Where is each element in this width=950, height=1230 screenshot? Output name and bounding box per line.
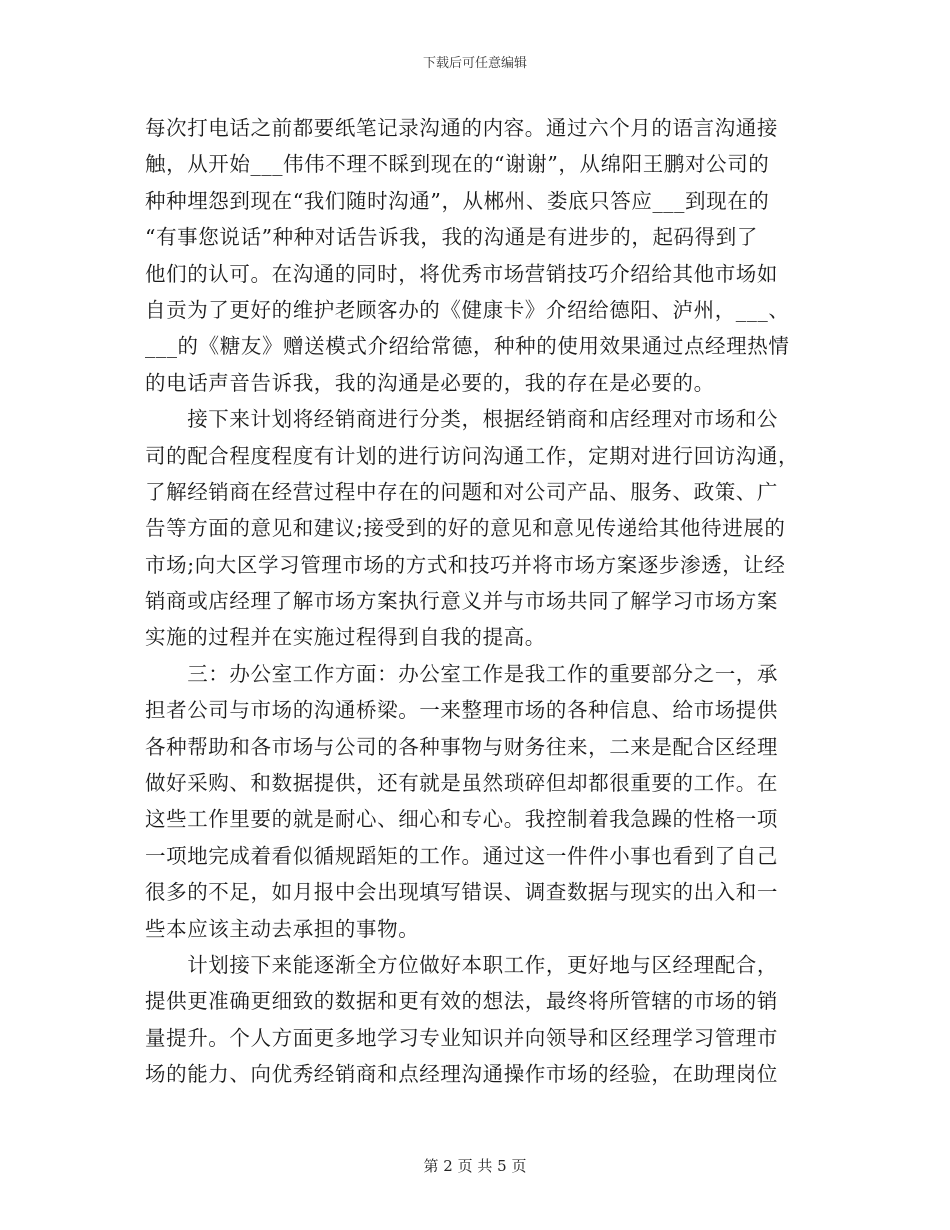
- text-line: 计划接下来能逐渐全方位做好本职工作，更好地与区经理配合，: [145, 952, 778, 977]
- text-line: 担者公司与市场的沟通桥梁。一来整理市场的各种信息、给市场提供: [145, 698, 778, 723]
- text-line: 实施的过程并在实施过程得到自我的提高。: [145, 625, 546, 650]
- text-line: 告等方面的意见和建议;接受到的好的意见和意见传递给其他待进展的: [145, 516, 786, 541]
- text-line: 他们的认可。在沟通的同时，将优秀市场营销技巧介绍给其他市场如: [145, 261, 778, 286]
- text-line: 提供更准确更细致的数据和更有效的想法，最终将所管辖的市场的销: [145, 989, 778, 1014]
- text-line: 市场;向大区学习管理市场的方式和技巧并将市场方案逐步渗透，让经: [145, 552, 786, 577]
- text-line: 这些工作里要的就是耐心、细心和专心。我控制着我急躁的性格一项: [145, 807, 778, 832]
- text-line: 每次打电话之前都要纸笔记录沟通的内容。通过六个月的语言沟通接: [145, 116, 778, 140]
- document-body: [145, 110, 805, 1093]
- text-line: 做好采购、和数据提供，还有就是虽然琐碎但却都很重要的工作。在: [145, 771, 778, 796]
- text-line: 一项地完成着看似循规蹈矩的工作。通过这一件件小事也看到了自己: [145, 843, 778, 868]
- text-line: 触，从开始___伟伟不理不睬到现在的“谢谢”，从绵阳王鹏对公司的: [145, 152, 770, 177]
- text-line: 接下来计划将经销商进行分类，根据经销商和店经理对市场和公: [145, 407, 778, 432]
- text-line: 三：办公室工作方面：办公室工作是我工作的重要部分之一，承: [145, 661, 778, 686]
- page-header: 下载后可任意编辑: [422, 56, 527, 71]
- text-line: 了解经销商在经营过程中存在的问题和对公司产品、服务、政策、广: [145, 479, 778, 504]
- text-line: ___的《糖友》赠送模式介绍给常德，种种的使用效果通过点经理热情: [145, 334, 790, 359]
- text-line: 的电话声音告诉我，我的沟通是必要的，我的存在是必要的。: [145, 370, 715, 395]
- text-line: 各种帮助和各市场与公司的各种事物与财务往来，二来是配合区经理: [145, 734, 778, 759]
- text-line: 场的能力、向优秀经销商和点经理沟通操作市场的经验，在助理岗位: [145, 1062, 778, 1087]
- text-line: 司的配合程度程度有计划的进行访问沟通工作，定期对进行回访沟通，: [145, 443, 800, 468]
- text-line: 种种埋怨到现在“我们随时沟通”，从郴州、娄底只答应___到现在的: [145, 188, 770, 213]
- text-line: 量提升。个人方面更多地学习专业知识并向领导和区经理学习管理市: [145, 1025, 778, 1050]
- text-line: 销商或店经理了解市场方案执行意义并与市场共同了解学习市场方案: [145, 589, 778, 614]
- text-line: 些本应该主动去承担的事物。: [145, 916, 420, 941]
- text-line: 很多的不足，如月报中会出现填写错误、调查数据与现实的出入和一: [145, 880, 778, 905]
- text-line: 自贡为了更好的维护老顾客办的《健康卡》介绍给德阳、泸州，___、: [145, 297, 790, 322]
- page-number-footer: 第 2 页 共 5 页: [423, 1157, 527, 1175]
- text-line: “有事您说话”种种对话告诉我，我的沟通是有进步的，起码得到了: [145, 225, 758, 250]
